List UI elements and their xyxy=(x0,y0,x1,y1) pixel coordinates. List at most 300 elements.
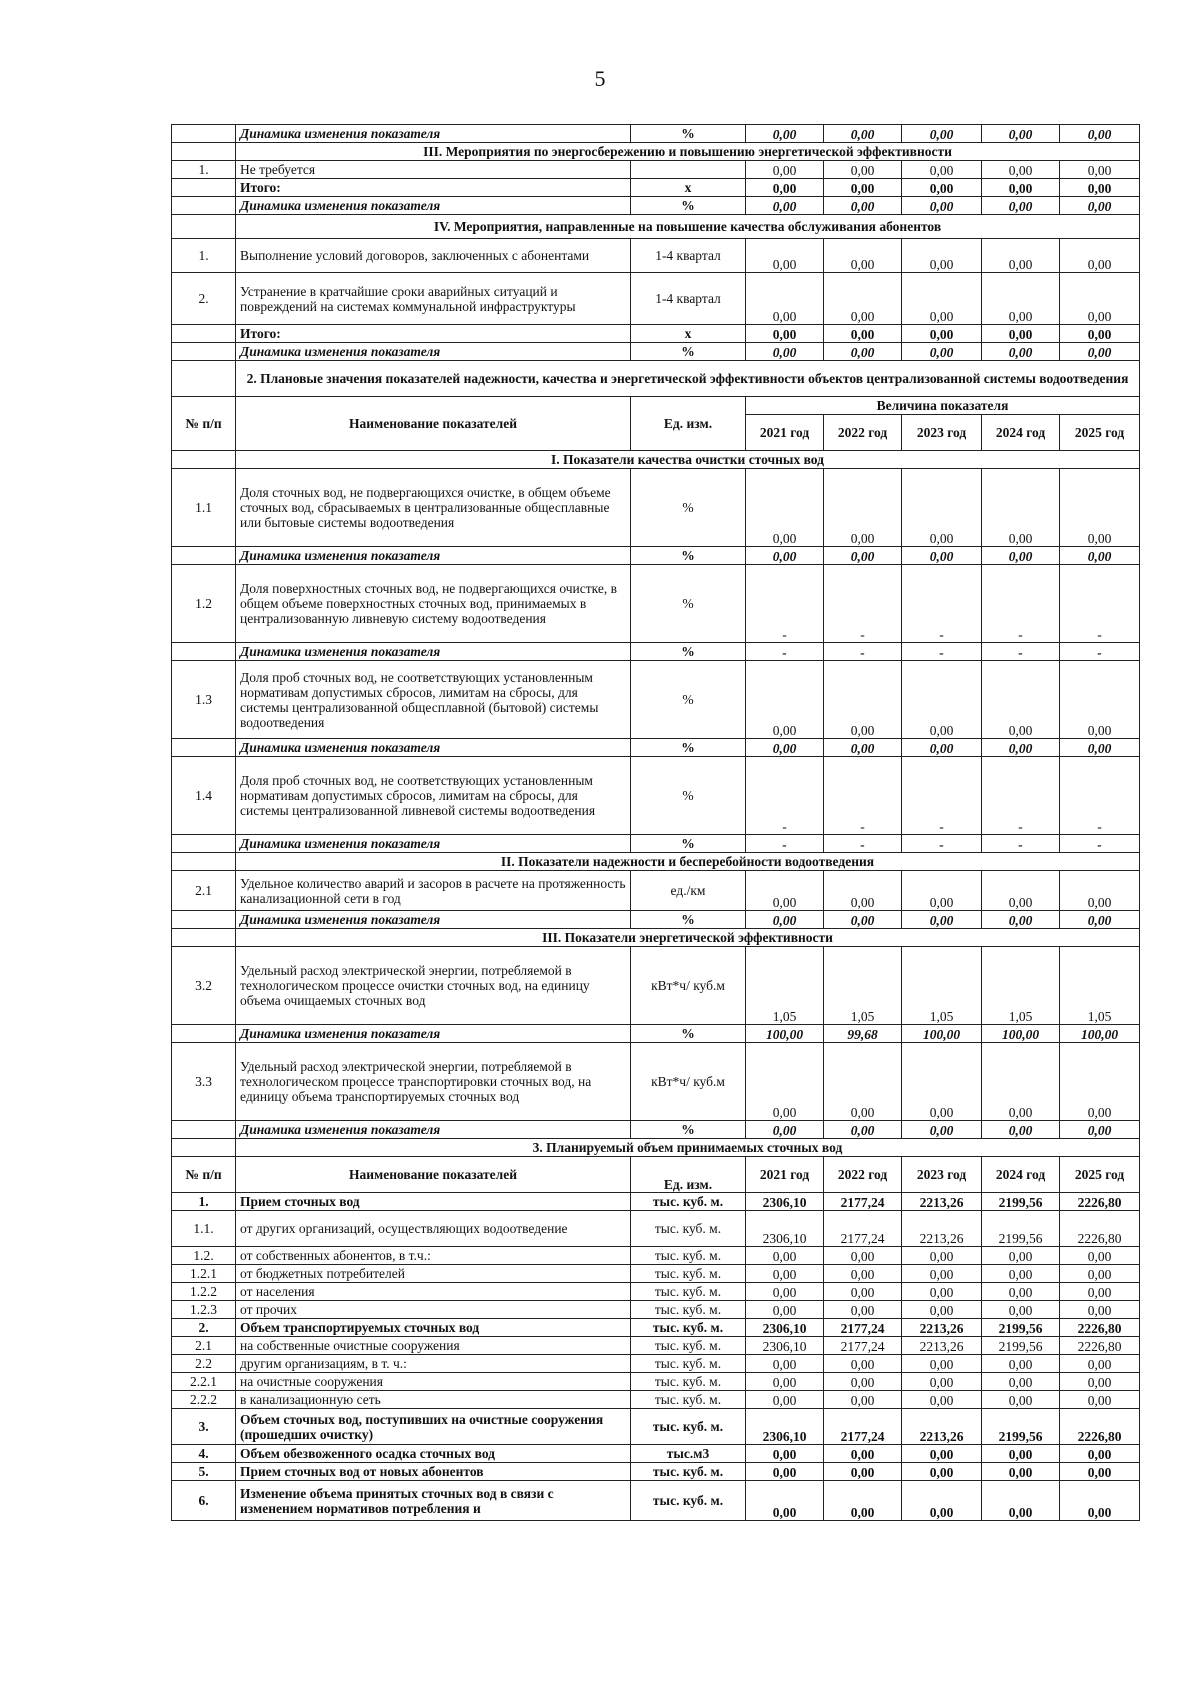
unit-cell xyxy=(631,161,746,179)
value-cell: 0,00 xyxy=(982,739,1060,757)
value-cell: 0,00 xyxy=(902,179,982,197)
unit-cell: тыс. куб. м. xyxy=(631,1301,746,1319)
unit-cell: % xyxy=(631,197,746,215)
value-cell: 0,00 xyxy=(902,1481,982,1521)
header-year: 2023 год xyxy=(902,1157,982,1193)
section-heading: II. Показатели надежности и бесперебойности водоотведения xyxy=(236,853,1140,871)
header-year: 2021 год xyxy=(746,1157,824,1193)
table-row xyxy=(172,739,1140,757)
value-cell: - xyxy=(982,835,1060,853)
value-cell: 2213,26 xyxy=(902,1193,982,1211)
indicator-name-cell: Динамика изменения показателя xyxy=(236,547,631,565)
value-cell: 0,00 xyxy=(982,1481,1060,1521)
indicator-name-cell: Доля поверхностных сточных вод, не подвергающихся очистке, в общем объеме поверхностных сточных вод, принимаемых в централизованную ливневую систему водоотведения xyxy=(236,565,631,643)
table-title: 2. Плановые значения показателей надежности, качества и энергетической эффективности объектов централизованной системы водоотведения xyxy=(236,361,1140,397)
row-number-cell: 1.1 xyxy=(172,469,236,547)
header-year: 2025 год xyxy=(1060,415,1140,451)
row-number-cell xyxy=(172,929,236,947)
value-cell: 0,00 xyxy=(824,1373,902,1391)
indicator-name-cell: Объем сточных вод, поступивших на очистные сооружения (прошедших очистку) xyxy=(236,1409,631,1445)
value-cell: - xyxy=(982,565,1060,643)
value-cell: 0,00 xyxy=(982,469,1060,547)
table-row xyxy=(172,1211,1140,1247)
value-cell: 0,00 xyxy=(982,239,1060,273)
value-cell: 2199,56 xyxy=(982,1409,1060,1445)
section-heading-row xyxy=(172,853,1140,871)
indicator-name-cell: от собственных абонентов, в т.ч.: xyxy=(236,1247,631,1265)
row-number-cell xyxy=(172,1139,236,1157)
value-cell: 0,00 xyxy=(982,343,1060,361)
value-cell: 0,00 xyxy=(746,1265,824,1283)
unit-cell: тыс. куб. м. xyxy=(631,1355,746,1373)
value-cell: - xyxy=(824,565,902,643)
header-name: Наименование показателей xyxy=(236,1157,631,1193)
value-cell: 0,00 xyxy=(982,1043,1060,1121)
unit-cell: 1-4 квартал xyxy=(631,239,746,273)
table-row xyxy=(172,547,1140,565)
indicator-name-cell: Выполнение условий договоров, заключенных с абонентами xyxy=(236,239,631,273)
row-number-cell xyxy=(172,143,236,161)
table-row xyxy=(172,757,1140,835)
value-cell: - xyxy=(824,757,902,835)
value-cell: 0,00 xyxy=(824,1247,902,1265)
value-cell: 0,00 xyxy=(1060,343,1140,361)
value-cell: 0,00 xyxy=(982,273,1060,325)
value-cell: 0,00 xyxy=(824,1481,902,1521)
row-number-cell: 2.1 xyxy=(172,871,236,911)
value-cell: 0,00 xyxy=(824,739,902,757)
value-cell: - xyxy=(1060,565,1140,643)
row-number-cell: 2.2.1 xyxy=(172,1373,236,1391)
table-row xyxy=(172,1319,1140,1337)
unit-cell: % xyxy=(631,547,746,565)
indicator-name-cell: Удельный расход электрической энергии, потребляемой в технологическом процессе транспортировки сточных вод, на единицу объема транспортируемых сточных вод xyxy=(236,1043,631,1121)
row-number-cell: 4. xyxy=(172,1445,236,1463)
table-row xyxy=(172,469,1140,547)
section-heading-row xyxy=(172,143,1140,161)
table-row xyxy=(172,343,1140,361)
header-year: 2022 год xyxy=(824,1157,902,1193)
column-header-row xyxy=(172,1157,1140,1193)
header-year: 2021 год xyxy=(746,415,824,451)
indicator-name-cell: от населения xyxy=(236,1283,631,1301)
value-cell: 0,00 xyxy=(746,1301,824,1319)
value-cell: 1,05 xyxy=(982,947,1060,1025)
value-cell: 0,00 xyxy=(824,1043,902,1121)
value-cell: 2306,10 xyxy=(746,1193,824,1211)
value-cell: 0,00 xyxy=(746,911,824,929)
unit-cell: % xyxy=(631,757,746,835)
header-unit: Ед. изм. xyxy=(631,397,746,451)
value-cell: 0,00 xyxy=(1060,1445,1140,1463)
section-heading: I. Показатели качества очистки сточных вод xyxy=(236,451,1140,469)
value-cell: 0,00 xyxy=(746,125,824,143)
unit-cell: % xyxy=(631,125,746,143)
row-number-cell: 3. xyxy=(172,1409,236,1445)
value-cell: 0,00 xyxy=(824,871,902,911)
value-cell: 2226,80 xyxy=(1060,1409,1140,1445)
value-cell: 0,00 xyxy=(824,911,902,929)
indicator-name-cell: от прочих xyxy=(236,1301,631,1319)
value-cell: 0,00 xyxy=(746,1373,824,1391)
section-heading-row xyxy=(172,929,1140,947)
header-name: Наименование показателей xyxy=(236,397,631,451)
indicator-name-cell: Удельное количество аварий и засоров в расчете на протяженность канализационной сети в год xyxy=(236,871,631,911)
value-cell: 0,00 xyxy=(982,871,1060,911)
value-cell: 2306,10 xyxy=(746,1409,824,1445)
row-number-cell: 3.3 xyxy=(172,1043,236,1121)
section-heading-row xyxy=(172,215,1140,239)
value-cell: 2199,56 xyxy=(982,1319,1060,1337)
row-number-cell: 1. xyxy=(172,1193,236,1211)
indicator-name-cell: Динамика изменения показателя xyxy=(236,343,631,361)
value-cell: 0,00 xyxy=(824,239,902,273)
value-cell: 0,00 xyxy=(902,871,982,911)
value-cell: 0,00 xyxy=(902,1043,982,1121)
table-row xyxy=(172,161,1140,179)
row-number-cell: 1.2.2 xyxy=(172,1283,236,1301)
indicator-name-cell: от бюджетных потребителей xyxy=(236,1265,631,1283)
header-year: 2023 год xyxy=(902,415,982,451)
value-cell: 0,00 xyxy=(902,1301,982,1319)
value-cell: 0,00 xyxy=(746,1463,824,1481)
value-cell: 0,00 xyxy=(824,325,902,343)
value-cell: 0,00 xyxy=(982,1373,1060,1391)
value-cell: 0,00 xyxy=(902,197,982,215)
unit-cell: тыс. куб. м. xyxy=(631,1373,746,1391)
table-row xyxy=(172,325,1140,343)
value-cell: 0,00 xyxy=(746,239,824,273)
value-cell: 0,00 xyxy=(1060,1283,1140,1301)
value-cell: 0,00 xyxy=(746,739,824,757)
indicator-name-cell: Доля проб сточных вод, не соответствующих установленным нормативам допустимых сбросов, лимитам на сбросы, для системы централизованной ливневой системы водоотведения xyxy=(236,757,631,835)
value-cell: 0,00 xyxy=(1060,273,1140,325)
row-number-cell: 1.2. xyxy=(172,1247,236,1265)
row-number-cell: 6. xyxy=(172,1481,236,1521)
table-row xyxy=(172,1409,1140,1445)
value-cell: 0,00 xyxy=(902,1265,982,1283)
value-cell: 0,00 xyxy=(746,1445,824,1463)
value-cell: 0,00 xyxy=(746,179,824,197)
indicator-name-cell: Динамика изменения показателя xyxy=(236,197,631,215)
value-cell: 0,00 xyxy=(746,661,824,739)
row-number-cell xyxy=(172,1025,236,1043)
row-number-cell xyxy=(172,643,236,661)
value-cell: 0,00 xyxy=(982,197,1060,215)
indicator-name-cell: Динамика изменения показателя xyxy=(236,1121,631,1139)
row-number-cell xyxy=(172,179,236,197)
row-number-cell: 1.3 xyxy=(172,661,236,739)
value-cell: 100,00 xyxy=(982,1025,1060,1043)
indicator-name-cell: в канализационную сеть xyxy=(236,1391,631,1409)
value-cell: 0,00 xyxy=(982,125,1060,143)
value-cell: 0,00 xyxy=(746,547,824,565)
value-cell: 2226,80 xyxy=(1060,1211,1140,1247)
value-cell: - xyxy=(746,565,824,643)
value-cell: 100,00 xyxy=(902,1025,982,1043)
value-cell: 0,00 xyxy=(824,1445,902,1463)
value-cell: 0,00 xyxy=(982,911,1060,929)
indicator-name-cell: на очистные сооружения xyxy=(236,1373,631,1391)
indicator-name-cell: Динамика изменения показателя xyxy=(236,643,631,661)
unit-cell: % xyxy=(631,1121,746,1139)
row-number-cell: 1.1. xyxy=(172,1211,236,1247)
value-cell: - xyxy=(824,835,902,853)
value-cell: 0,00 xyxy=(902,1121,982,1139)
value-cell: 2213,26 xyxy=(902,1319,982,1337)
indicator-name-cell: от других организаций, осуществляющих водоотведение xyxy=(236,1211,631,1247)
value-cell: 0,00 xyxy=(982,1265,1060,1283)
value-cell: 0,00 xyxy=(902,1247,982,1265)
table-row xyxy=(172,1193,1140,1211)
value-cell: 0,00 xyxy=(1060,469,1140,547)
value-cell: 2177,24 xyxy=(824,1319,902,1337)
value-cell: 0,00 xyxy=(746,1283,824,1301)
unit-cell: тыс. куб. м. xyxy=(631,1337,746,1355)
unit-cell: тыс. куб. м. xyxy=(631,1193,746,1211)
indicator-table xyxy=(171,124,1140,1521)
row-number-cell: 1.4 xyxy=(172,757,236,835)
value-cell: 0,00 xyxy=(1060,197,1140,215)
header-number: № п/п xyxy=(172,397,236,451)
table-row xyxy=(172,1265,1140,1283)
value-cell: 0,00 xyxy=(902,739,982,757)
value-cell: 0,00 xyxy=(982,161,1060,179)
value-cell: 1,05 xyxy=(824,947,902,1025)
page-number: 5 xyxy=(594,66,606,91)
value-cell: 2177,24 xyxy=(824,1193,902,1211)
unit-cell: х xyxy=(631,179,746,197)
table-row xyxy=(172,179,1140,197)
row-number-cell xyxy=(172,361,236,397)
unit-cell: тыс. куб. м. xyxy=(631,1247,746,1265)
value-cell: 0,00 xyxy=(746,1043,824,1121)
header-unit: Ед. изм. xyxy=(631,1157,746,1193)
table-row xyxy=(172,1121,1140,1139)
value-cell: - xyxy=(902,565,982,643)
header-year: 2022 год xyxy=(824,415,902,451)
unit-cell: ед./км xyxy=(631,871,746,911)
unit-cell: тыс. куб. м. xyxy=(631,1391,746,1409)
indicator-name-cell: Итого: xyxy=(236,325,631,343)
value-cell: 0,00 xyxy=(982,1355,1060,1373)
table-row xyxy=(172,1445,1140,1463)
value-cell: 0,00 xyxy=(1060,1481,1140,1521)
row-number-cell: 2. xyxy=(172,1319,236,1337)
unit-cell: % xyxy=(631,565,746,643)
value-cell: 0,00 xyxy=(824,1121,902,1139)
row-number-cell xyxy=(172,451,236,469)
unit-cell: тыс. куб. м. xyxy=(631,1283,746,1301)
value-cell: 0,00 xyxy=(902,1355,982,1373)
value-cell: - xyxy=(824,643,902,661)
value-cell: 0,00 xyxy=(824,661,902,739)
row-number-cell xyxy=(172,547,236,565)
value-cell: 2226,80 xyxy=(1060,1319,1140,1337)
row-number-cell xyxy=(172,325,236,343)
value-cell: 0,00 xyxy=(1060,125,1140,143)
value-cell: 0,00 xyxy=(1060,911,1140,929)
value-cell: 2306,10 xyxy=(746,1211,824,1247)
value-cell: 0,00 xyxy=(746,343,824,361)
value-cell: 0,00 xyxy=(902,1391,982,1409)
table-row xyxy=(172,273,1140,325)
value-cell: 0,00 xyxy=(824,547,902,565)
row-number-cell: 1.2.3 xyxy=(172,1301,236,1319)
value-cell: 0,00 xyxy=(824,1355,902,1373)
header-value-group: Величина показателя xyxy=(746,397,1140,415)
value-cell: 0,00 xyxy=(1060,547,1140,565)
value-cell: 0,00 xyxy=(824,343,902,361)
row-number-cell xyxy=(172,739,236,757)
indicator-name-cell: Не требуется xyxy=(236,161,631,179)
table-row xyxy=(172,239,1140,273)
unit-cell: 1-4 квартал xyxy=(631,273,746,325)
value-cell: 0,00 xyxy=(1060,1373,1140,1391)
row-number-cell: 2.2.2 xyxy=(172,1391,236,1409)
value-cell: 0,00 xyxy=(1060,1463,1140,1481)
table-row xyxy=(172,947,1140,1025)
value-cell: 0,00 xyxy=(1060,325,1140,343)
value-cell: 1,05 xyxy=(902,947,982,1025)
value-cell: 0,00 xyxy=(746,1121,824,1139)
value-cell: 0,00 xyxy=(902,239,982,273)
row-number-cell xyxy=(172,343,236,361)
indicator-name-cell: Объем обезвоженного осадка сточных вод xyxy=(236,1445,631,1463)
value-cell: 0,00 xyxy=(746,197,824,215)
value-cell: 0,00 xyxy=(1060,871,1140,911)
value-cell: 0,00 xyxy=(1060,1265,1140,1283)
section-heading: III. Мероприятия по энергосбережению и повышению энергетической эффективности xyxy=(236,143,1140,161)
unit-cell: тыс.м3 xyxy=(631,1445,746,1463)
value-cell: 0,00 xyxy=(982,547,1060,565)
value-cell: - xyxy=(1060,757,1140,835)
indicator-name-cell: Удельный расход электрической энергии, потребляемой в технологическом процессе очистки сточных вод, на единицу объема очищаемых сточных вод xyxy=(236,947,631,1025)
value-cell: 0,00 xyxy=(902,161,982,179)
value-cell: 100,00 xyxy=(746,1025,824,1043)
indicator-name-cell: Объем транспортируемых сточных вод xyxy=(236,1319,631,1337)
value-cell: 0,00 xyxy=(982,1121,1060,1139)
indicator-name-cell: Прием сточных вод xyxy=(236,1193,631,1211)
value-cell: 0,00 xyxy=(746,1247,824,1265)
table-row xyxy=(172,1463,1140,1481)
table-row xyxy=(172,1283,1140,1301)
value-cell: 2213,26 xyxy=(902,1211,982,1247)
value-cell: 2199,56 xyxy=(982,1337,1060,1355)
value-cell: 0,00 xyxy=(982,1391,1060,1409)
row-number-cell: 3.2 xyxy=(172,947,236,1025)
table-row xyxy=(172,125,1140,143)
value-cell: - xyxy=(746,757,824,835)
unit-cell: тыс. куб. м. xyxy=(631,1463,746,1481)
value-cell: 0,00 xyxy=(1060,239,1140,273)
value-cell: 0,00 xyxy=(982,179,1060,197)
table-row xyxy=(172,1391,1140,1409)
value-cell: 0,00 xyxy=(982,1247,1060,1265)
value-cell: 0,00 xyxy=(1060,661,1140,739)
value-cell: 0,00 xyxy=(982,661,1060,739)
value-cell: 0,00 xyxy=(1060,1391,1140,1409)
row-number-cell xyxy=(172,197,236,215)
table-row xyxy=(172,871,1140,911)
section-heading-row xyxy=(172,451,1140,469)
value-cell: 2199,56 xyxy=(982,1193,1060,1211)
unit-cell: тыс. куб. м. xyxy=(631,1409,746,1445)
value-cell: - xyxy=(1060,643,1140,661)
value-cell: 0,00 xyxy=(824,179,902,197)
value-cell: 2306,10 xyxy=(746,1337,824,1355)
value-cell: - xyxy=(982,757,1060,835)
unit-cell: % xyxy=(631,469,746,547)
row-number-cell xyxy=(172,853,236,871)
indicator-name-cell: Устранение в кратчайшие сроки аварийных ситуаций и повреждений на системах коммунальной инфраструктуры xyxy=(236,273,631,325)
value-cell: 0,00 xyxy=(1060,161,1140,179)
table-row xyxy=(172,1337,1140,1355)
value-cell: 0,00 xyxy=(1060,739,1140,757)
unit-cell: тыс. куб. м. xyxy=(631,1265,746,1283)
value-cell: 0,00 xyxy=(746,273,824,325)
value-cell: 0,00 xyxy=(824,197,902,215)
value-cell: - xyxy=(902,757,982,835)
value-cell: 0,00 xyxy=(1060,1247,1140,1265)
value-cell: 0,00 xyxy=(1060,1121,1140,1139)
value-cell: 0,00 xyxy=(746,1481,824,1521)
row-number-cell xyxy=(172,835,236,853)
table-row xyxy=(172,911,1140,929)
row-number-cell: 1.2.1 xyxy=(172,1265,236,1283)
value-cell: - xyxy=(902,835,982,853)
value-cell: 1,05 xyxy=(746,947,824,1025)
value-cell: 0,00 xyxy=(902,1463,982,1481)
value-cell: 0,00 xyxy=(902,273,982,325)
value-cell: 0,00 xyxy=(902,1373,982,1391)
value-cell: 0,00 xyxy=(902,469,982,547)
table-row xyxy=(172,661,1140,739)
unit-cell: % xyxy=(631,739,746,757)
value-cell: 0,00 xyxy=(746,469,824,547)
indicator-name-cell: Изменение объема принятых сточных вод в связи с изменением нормативов потребления и xyxy=(236,1481,631,1521)
table-row xyxy=(172,1025,1140,1043)
value-cell: 0,00 xyxy=(824,1283,902,1301)
table-row xyxy=(172,1481,1140,1521)
value-cell: 0,00 xyxy=(824,1391,902,1409)
value-cell: 0,00 xyxy=(902,1445,982,1463)
value-cell: - xyxy=(1060,835,1140,853)
unit-cell: х xyxy=(631,325,746,343)
value-cell: 2199,56 xyxy=(982,1211,1060,1247)
value-cell: 0,00 xyxy=(982,1463,1060,1481)
unit-cell: кВт*ч/ куб.м xyxy=(631,1043,746,1121)
value-cell: 0,00 xyxy=(746,325,824,343)
unit-cell: тыс. куб. м. xyxy=(631,1319,746,1337)
section-heading-row xyxy=(172,1139,1140,1157)
value-cell: 0,00 xyxy=(902,343,982,361)
row-number-cell: 5. xyxy=(172,1463,236,1481)
value-cell: 0,00 xyxy=(824,161,902,179)
indicator-name-cell: другим организациям, в т. ч.: xyxy=(236,1355,631,1373)
value-cell: 2177,24 xyxy=(824,1211,902,1247)
header-year: 2024 год xyxy=(982,1157,1060,1193)
column-header-row xyxy=(172,397,1140,415)
row-number-cell: 1. xyxy=(172,239,236,273)
row-number-cell: 2. xyxy=(172,273,236,325)
value-cell: 0,00 xyxy=(902,911,982,929)
section-heading: III. Показатели энергетической эффективности xyxy=(236,929,1140,947)
value-cell: - xyxy=(902,643,982,661)
indicator-name-cell: Динамика изменения показателя xyxy=(236,1025,631,1043)
row-number-cell xyxy=(172,125,236,143)
value-cell: 0,00 xyxy=(982,325,1060,343)
